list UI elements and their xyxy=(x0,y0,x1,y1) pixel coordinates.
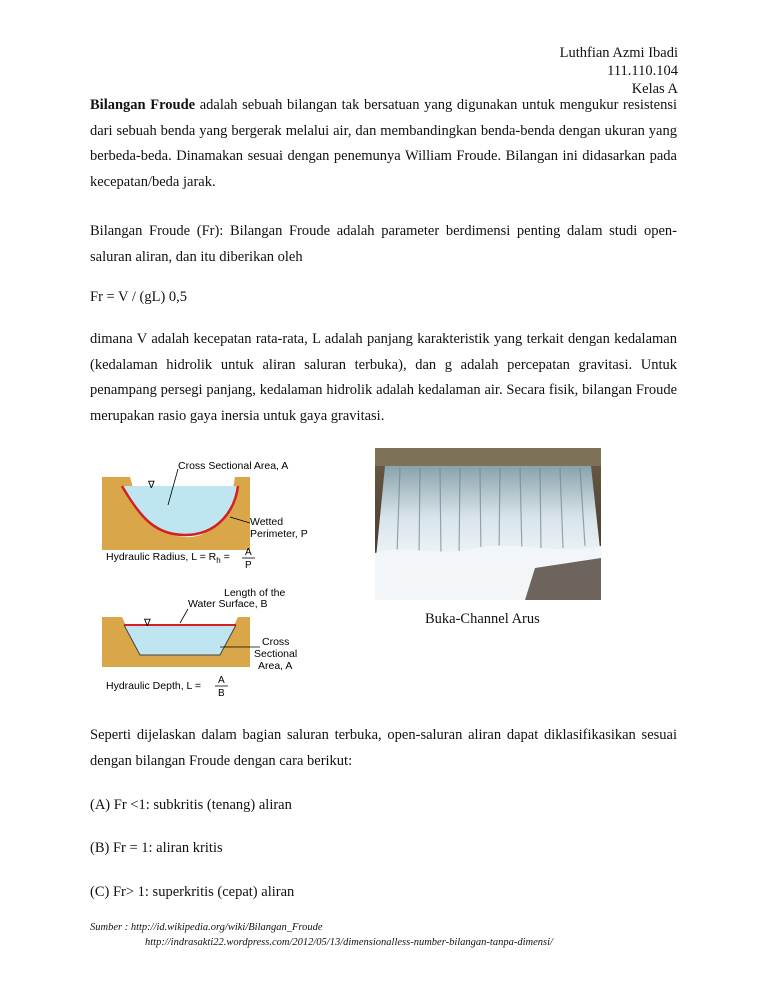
length-pointer xyxy=(180,609,188,623)
intro-paragraph xyxy=(90,93,677,195)
photo-caption: Buka-Channel Arus xyxy=(425,611,540,627)
intro-text: adalah sebuah bilangan tak bersatuan yang digunakan untuk mengukur resistensi dari sebuah benda yang bergerak melalui air, dan membandingkan benda-benda dengan ukuran yang berbeda-beda. Dinamakan sesuai dengan penemunya William Froude. Bilangan ini didasarkan pada kecepatan/beda jarak. xyxy=(90,97,677,190)
label-length-1: Length of the xyxy=(224,587,286,599)
source-line-2: http://indrasakti22.wordpress.com/2012/05/13/dimensionalless-number-bilangan-tanpa-dimensi/ xyxy=(145,937,553,948)
author-header xyxy=(560,44,678,98)
source-footer xyxy=(90,920,553,950)
author-name: Luthfian Azmi Ibadi xyxy=(559,45,678,61)
depth-frac-num: A xyxy=(218,675,225,686)
list-item-supercritical: (C) Fr> 1: superkritis (cepat) aliran xyxy=(90,884,295,900)
radius-frac-num: A xyxy=(245,547,252,558)
label-cross-1: Cross xyxy=(262,636,290,648)
open-channel-photo xyxy=(375,448,601,600)
explanation-paragraph: dimana V adalah kecepatan rata-rata, L adalah panjang karakteristik yang terkait dengan kedalaman (kedalaman hidrolik untuk aliran saluran terbuka), dan g adalah percepatan gravitasi. Untuk penampang persegi panjang, kedalaman hidrolik adalah kedalaman air. Secara fisik, bilangan Froude merupakan rasio gaya inersia untuk gaya gravitasi. xyxy=(90,331,677,424)
label-wetted-2: Perimeter, P xyxy=(250,528,308,540)
waterfall-image xyxy=(375,448,601,600)
radius-frac-den: P xyxy=(245,560,252,571)
label-wetted-1: Wetted xyxy=(250,516,284,528)
student-id: 111.110.104 xyxy=(607,63,678,79)
hydraulic-diagram xyxy=(100,455,330,700)
upper-ledge xyxy=(375,448,601,466)
source-line-1: Sumber : http://id.wikipedia.org/wiki/Bilangan_Froude xyxy=(90,922,323,933)
class-label: Kelas A xyxy=(631,81,678,97)
hydraulic-radius-formula: Hydraulic Radius, $L = R_h$ = xyxy=(106,551,230,565)
label-length-2: Water Surface, B xyxy=(188,598,268,610)
list-item-critical: (B) Fr = 1: aliran kritis xyxy=(90,840,223,856)
water-level-symbol-top: ∇ xyxy=(148,480,155,491)
definition-paragraph: Bilangan Froude (Fr): Bilangan Froude adalah parameter berdimensi penting dalam studi open-saluran aliran, dan itu diberikan oleh xyxy=(90,223,677,265)
term-bilangan-froude: Bilangan Froude xyxy=(90,97,196,113)
water-level-symbol-bottom: ∇ xyxy=(144,618,151,629)
classification-paragraph: Seperti dijelaskan dalam bagian saluran terbuka, open-saluran aliran dapat diklasifikasikan sesuai dengan bilangan Froude dengan cara berikut: xyxy=(90,727,677,769)
hydraulic-depth-formula: Hydraulic Depth, L = xyxy=(106,680,202,692)
label-cross-sectional-area: Cross Sectional Area, A xyxy=(178,460,289,472)
label-cross-3: Area, A xyxy=(258,660,293,672)
hydraulic-diagram-svg xyxy=(100,455,330,700)
depth-frac-den: B xyxy=(218,688,225,699)
water-area-bottom xyxy=(124,625,236,655)
list-item-subcritical: (A) Fr <1: subkritis (tenang) aliran xyxy=(90,797,292,813)
label-cross-2: Sectional xyxy=(254,648,298,660)
froude-formula: Fr = V / (gL) 0,5 xyxy=(90,289,188,305)
